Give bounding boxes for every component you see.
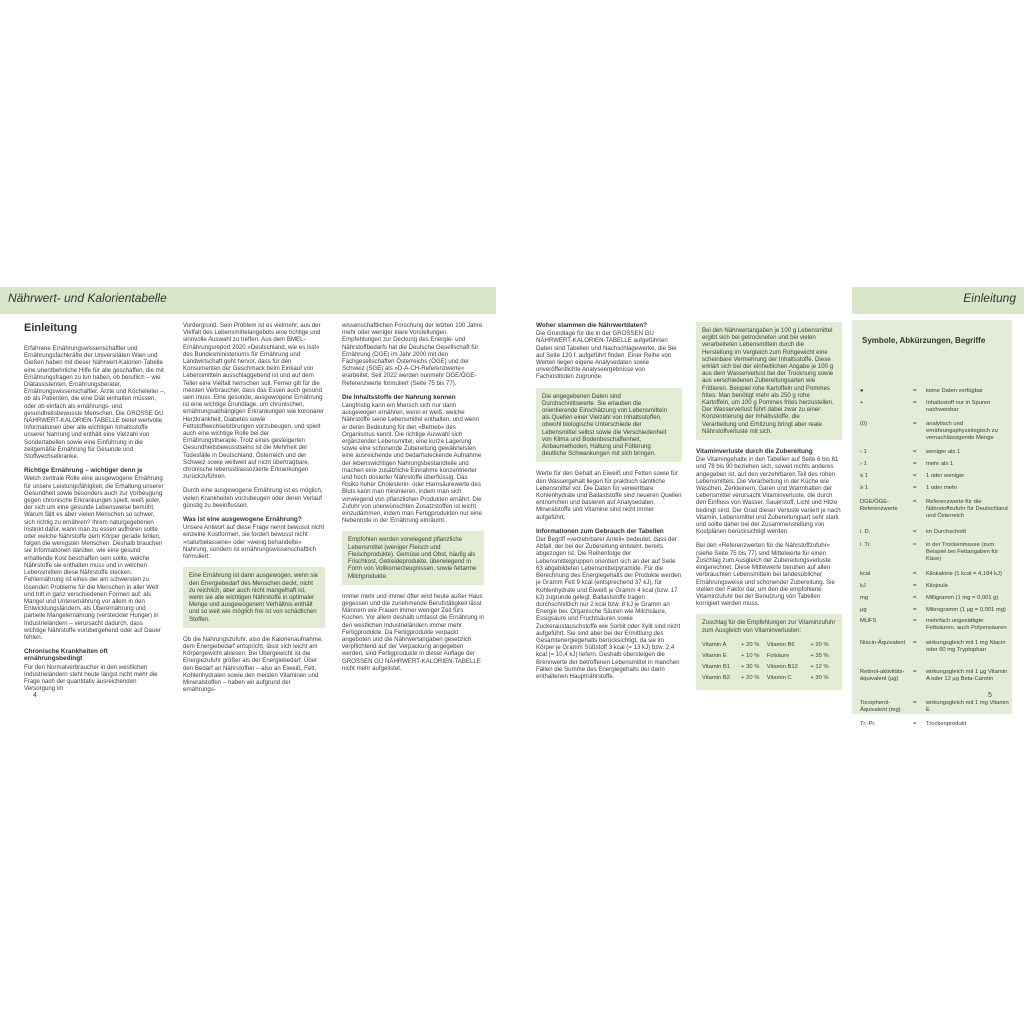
paragraph: Langfristig kann ein Mensch sich nur dann ausgewogen ernähren, wenn er weiß, welche Nährstoffe seine Lebensmittel enthalten, und wenn er deren Bedeutung für den »Betrieb« des Organismus kennt. Die richtige Auswahl sich ergänzender Lebensmittel, eine kurze Lagerung sowie eine schonende Zubereitung gewährleisten eine ausreichende und bedarfsdeckende Aufnahme der lebenswichtigen Nahrungsbestandteile und machen eine zusätzliche Einnahme konzentrierter und hoch dosierter Nährstoffe überflüssig. Das Risiko hoher Cholesterin- oder Harnsäurewerte des Bluts kann man minimieren, indem man sich vorwiegend von pflanzlichen Produkten ernährt. Die Zufuhr von unerwünschten Zusatzstoffen ist leicht einzudämmen, indem man Fertigprodukten nur eine Nebenrolle in der Ernährung einräumt. [342,402,482,525]
text-column-5 [696,322,842,698]
symbol: kcal [860,571,871,577]
highlight-box: Empfohlen werden vorwiegend pflanzliche Lebensmittel (weniger Fleisch und Fleischprodukte). Gemüse und Obst, häufig als Frischkost, Getreideprodukte, überwiegend in Form von Vollkornerzeugnissen, sowie fettarme Milchprodukte. [342,531,484,584]
equals-sign: = [913,473,917,479]
symbol-description: keine Daten verfügbar [926,388,984,394]
paragraph: Ob die Nahrungszufuhr, also die Kalorienaufnahme, dem Energiebedarf entspricht, lässt sich leicht am Körpergewicht ablesen: Bei Übergewicht ist die Energiezufuhr größer als der Energiebedarf. Über den Bedarf an Nährstoffen – also an Eiweiß, Fett, Kohlenhydraten sowie den meisten Vitaminen und Mineralstoffen – haben wir aufgrund der ernährungs- [183,635,323,694]
paragraph: Bei den »Referenzwerten für die Nährstoffzufuhr« (siehe Seite 75 bis 77) sind Mittelwerte für einen Zuschlag zum Ausgleich der Zubereitungsverluste eingerechnet. Diese Mittelwerte beruhen auf allen verbrauchten Lebensmitteln bei landesüblicher Ernährungsweise und schonender Zubereitung. Sie stellen den Faktor dar, um den die empfohlene Vitaminzufuhr bei der Benutzung von Tabellen korrigiert werden muss. [696,542,835,608]
symbol: (0) [860,421,868,427]
symbol-description: wirkungsgleich mit 1 mg Niacin oder 60 mg Tryptophan [926,640,1006,653]
symbol: ● [860,388,864,394]
symbol-description: im Durchschnitt [926,529,966,535]
symbol-description: Milligramm (1 mg = 0,001 g) [926,595,999,601]
text-column-1 [24,322,166,699]
equals-sign: = [913,461,917,467]
equals-sign: = [913,388,917,394]
vitamin-table-cell: + 20 % [741,641,760,648]
symbol: + [860,400,864,406]
symbol-description: wirkungsgleich mit 1 µg Vitamin A oder 12 µg Beta-Carotin [926,669,1008,682]
symbol-description: Kilojoule [926,583,948,589]
vitamin-table-cell: Vitamin E [702,652,727,659]
page-number-left: 4 [33,692,37,699]
symbol-description: Referenzwerte für die Nährstoffzufuhr für Deutschland und Österreich [926,499,1008,519]
symbol-description: Inhaltsstoff nur in Spuren nachweisbar [926,400,991,413]
equals-sign: = [913,583,917,589]
symbol: µg [860,607,867,613]
page-number-right: 5 [988,692,992,699]
symbols-title: Symbole, Abkürzungen, Begriffe [862,336,986,345]
symbol-description: Kilokalorie (1 kcal = 4,184 kJ) [926,571,1002,577]
symbol: Retinol-aktivitäts-äquivalent (µg) [860,669,905,682]
running-title-right: Einleitung [963,291,1016,305]
symbol-description: 1 oder weniger [926,473,965,479]
paragraph: wissenschaftlichen Forschung der letzten 100 Jahre mehr oder weniger klare Vorstellungen. Empfehlungen zur Deckung des Energie- und Nährstoffbedarfs hat die Deutsche Gesellschaft für Ernährung (DGE) im Jahr 2000 mit den Fachgesellschaften Österreichs (ÖGE) und der Schweiz (SGE) als »D-A-CH-Referenzwerte« erarbeitet. Seit 2022 werden nunmehr DGE/ÖGE-Referenzwerte formuliert (Seite 75 bis 77). [342,322,483,387]
equals-sign: = [913,700,917,706]
symbol-description: mehr als 1 [926,461,954,467]
equals-sign: = [913,499,917,505]
equals-sign: = [913,618,917,624]
symbol: › 1 [860,461,867,467]
symbol: ‹ 1 [860,449,867,455]
vitamin-table [702,640,836,685]
paragraph: Werte für den Gehalt an Eiweiß und Fetten sowie für den Wassergehalt liegen für praktisch sämtliche Lebensmittel vor. Die Daten für verwertbare Kohlenhydrate und Ballaststoffe sind neueren Quellen entnommen und basieren auf Analysedaten. Mineralstoffe und Vitamine sind nicht immer aufgeführt. [536,470,682,521]
symbol-description: mehrfach ungesättigte Fettsäuren, auch Polyensäuren [926,618,1007,631]
paragraph: Die Vitamingehalte in den Tabellen auf Seite 6 bis 61 und 78 bis 90 beziehen sich, soweit nichts anderes angegeben ist, auf den verzehrbaren Teil des rohen Lebensmittels. Die Verarbeitung in der Küche wie Waschen, Zerkleinern, Garen und Warmhalten der Lebensmittel verursacht Vitaminverluste, die durch den Einfluss von Wasser, Sauerstoff, Licht und Hitze bedingt sind. Der Grad dieser Verluste variiert je nach Vitamin, Lebensmittel und Zubereitungsart sehr stark und sollte daher bei der Zusammenstellung von Kostplänen berücksichtigt werden. [696,456,841,536]
text-column-2 [183,322,325,700]
subheading: Was ist eine ausgewogene Ernährung? [183,516,302,524]
subheading: Woher stammen die Nährwertdaten? [536,322,648,329]
equals-sign: = [913,485,917,491]
equals-sign: = [913,640,917,646]
vitamin-table-box [696,614,842,689]
paragraph: Vordergrund. Sein Problem ist es vielmehr, aus der Vielfalt des Lebensmittelangebots eine richtige und sinnvolle Auswahl zu treffen. Aus dem BMEL-Ernährungsreport 2020 »Deutschland, wie es isst« des Bundesministeriums für Ernährung und Landwirtschaft geht hervor, dass für den Konsumenten der Geschmack beim Einkauf von Lebensmitteln ausschlaggebend ist und auf dem Teller eine Vielfalt herrschen soll. Ferner gilt für die meisten Verbraucher, dass das Essen auch gesund sein muss. Eine gesunde, ausgewogene Ernährung ist eine wichtige Grundlage, um chronischen, ernährungsabhängigen Erkrankungen wie koronarer Herzkrankheit, Diabetes sowie Fettstoffwechselstörungen vorzubeugen, und spielt auch eine wichtige Rolle bei der Ernährungstherapie. Trotz eines gesteigerten Gesundheitsbewusstseins ist die Mehrheit der Todesfälle in Deutschland, Österreich und der Schweiz sowie weltweit auf nicht übertragbare, chronische lebensstilassoziierte Erkrankungen zurückzuführen. [183,322,324,481]
paragraph: Die Grundlage für die in der GROSSEN GU NÄHRWERT-KALORIEN-TABELLE aufgeführten Daten sind Tabellen und Nachschlagewerke, die Sie auf Seite 120 f. aufgeführt finden. Einer Reihe von Werten liegen eigene Analysedaten sowie unveröffentlichte Analyseergebnisse von Fachinstituten zugrunde. [536,330,677,381]
vitamin-table-cell: Vitamin B2 [702,675,730,682]
symbol-description: Trockenprodukt [926,721,967,727]
vitamin-table-cell: Folsäure [766,652,790,659]
symbol-description: wirkungsgleich mit 1 mg Vitamin E [926,700,1009,713]
paragraph: Immer mehr und immer öfter wird heute außer Haus gegessen und die zunehmende Berufstätigkeit lässt Männern wie Frauen immer weniger Zeit fürs Kochen. Vor allem deshalb umfasst die Ernährung in den westlichen Industrieländern immer mehr Fertigprodukte. Da Fertigprodukte verpackt angeboten und die Nährwertangaben gesetzlich verpflichtend auf der Verpackung angegeben werden, sind Fertigprodukte in dieser Auflage der GROSSEN GU NÄHRWERT-KALORIEN-TABELLE nicht mehr aufgelistet. [342,592,484,672]
paragraph: Der Begriff »verzehrbarer Anteil« bedeutet, dass der Abfall, der bei der Zubereitung entsteht, bereits abgezogen ist. Die Reihenfolge der Lebensmittelgruppen orientiert sich an der auf Seite 63 abgebildeten Lebensmittelpyramide. Für die Berechnung des Energiegehalts der Produkte werden je Gramm Fett 9 kcal (entsprechend 37 kJ), für Kohlenhydrate und Eiweiß je Gramm 4 kcal (bzw. 17 kJ) zugrunde gelegt. Ballaststoffe tragen durchschnittlich nur 2 kcal bzw. 8 kJ je Gramm an Energie bei. Organische Säuren wie Milchsäure, Essigsäure und Fruchtsäuren sowie Zuckeraustauschstoffe wie Sorbit oder Xylit sind nicht aufgeführt. Sie sind aber bei der Ermittlung des Gesamtenergiegehalts berücksichtigt, da sie im Körper je Gramm Süßstoff 3 kcal (= 13 kJ) bzw. 2,4 kcal (= 10,4 kJ) liefern. Deshalb übersteigen die Brennwerte der betroffenen Lebensmittel in manchen Fällen die Summe des Energiegehalts der darin enthaltenen Hauptnährstoffe. [536,536,681,680]
vitamin-table-cell: + 30 % [741,664,760,671]
highlight-box: Die angegebenen Daten sind Durchschnittswerte. Sie erlauben die orientierende Einschätzung von Lebensmitteln als Quellen einer Vielzahl von Inhaltsstoffen, obwohl biologische Unterschiede der Lebensmittel selbst sowie die Verschiedenheit von Klima und Bodenbeschaffenheit, Anbaumethoden, Haltung und Fütterung deutliche Schwankungen mit sich bringen. [536,388,682,463]
vitamin-table-cell: Vitamin B1 [702,664,730,671]
vitamin-table-cell: + 20 % [741,675,760,682]
equals-sign: = [913,607,917,613]
symbol: ≤ 1 [860,473,869,479]
equals-sign: = [913,595,917,601]
vitamin-table-row [702,640,836,651]
header-banner-left [0,287,496,314]
symbol: kJ [860,583,866,589]
paragraph: Erfahrene Ernährungswissenschaftler und Ernährungsfachkräfte der Universitäten Wien und Gießen haben mit dieser Nährwert-Kalorien-Tabelle eine unentbehrliche Hilfe für alle geschaffen, die mit Ernährungsfragen zu tun haben, ob beruflich – wie Diätassistenten, Ernährungsberater, Ernährungswissenschaftler, Ärzte und Köcheleiter –, ob als Patienten, die eine Diät einhalten müssen, oder ob einfach als ernährungs- und gesundheitsbewusste Menschen. Die GROSSE GU NÄHRWERT-KALORIEN-TABELLE bietet wertvolle Informationen über alle wichtigen Inhaltsstoffe unserer Nahrung und enthält eine Vielzahl von Sondertabellen sowie eine Einführung in die zeitgemäße Ernährung für Gesunde und Stoffwechselkranke. [24,345,166,461]
subheading: Vitaminverluste durch die Zubereitung [696,448,813,456]
symbol-description: Mikrogramm (1 µg = 0,001 mg) [926,607,1006,613]
paragraph: Durch eine ausgewogene Ernährung ist es möglich, vielen Krankheiten vorzubeugen oder deren Verlauf günstig zu beeinflussen. [183,487,323,509]
vitamin-table-cell: Vitamin C [766,675,792,682]
symbol-description: 1 oder mehr [926,485,958,491]
vitamin-table-cell: + 12 % [810,664,829,671]
symbol-description: in der Trockenmasse (zum Beispiel bei Fettangaben für Käse) [926,542,999,562]
equals-sign: = [913,449,917,455]
subheading: Chronische Krankheiten oft ernährungsbedingt [24,648,108,663]
equals-sign: = [913,571,917,577]
subheading: Die Inhaltsstoffe der Nahrung kennen [342,393,456,401]
highlight-box: Eine Ernährung ist dann ausgewogen, wenn sie den Energiebedarf des Menschen deckt, nicht zu reichlich, aber auch nicht mangelhaft ist, wenn sie alle wichtigen Nährstoffe in optimaler Menge und ausgewogenem Verhältnis enthält und so weit wie möglich frei ist von schädlichen Stoffen. [183,567,325,627]
running-title-left: Nährwert- und Kalorientabelle [8,291,167,305]
equals-sign: = [913,542,917,548]
highlight-box: Bei den Nährwertangaben je 100 g Lebensmittel ergibt sich bei getrockneten und bei vielen verarbeiteten Lebensmitteln durch die Herstellung im Vergleich zum Rohgewicht eine scheinbare Vermehrung der Inhaltsstoffe. Diese erklärt sich bei der einheitlichen Angabe je 100 g aus dem Wasserverlust bei der Trocknung sowie aus verschiedenen Zubereitungsarten wie Frittieren. Beispiel rohe Kartoffeln und Pommes frites: Man benötigt mehr als 250 g rohe Kartoffeln, um 100 g Pommes frites herzustellen. Der Wasserverlust führt dabei zwar zu einer Konzentrierung der Inhaltsstoffe, die Verarbeitung und Erhitzung bringt aber reale Nährstoffverluste mit sich. [696,322,842,440]
equals-sign: = [913,669,917,675]
equals-sign: = [913,721,917,727]
text-column-4 [536,322,682,687]
text-column-3 [342,322,484,679]
symbol: mg [860,595,869,601]
symbol-description: weniger als 1 [926,449,961,455]
vitamin-table-row [702,662,836,673]
symbol: DGE/ÖGE-Referenzwerte [860,499,898,512]
vitamin-table-cell: + 10 % [741,652,760,659]
symbols-panel [852,320,1012,727]
equals-sign: = [913,421,917,427]
symbol: Niacin-Äquivalent [860,640,906,646]
symbol: Tocopherol-Äquivalent (mg) [860,700,901,713]
paragraph: Für den Normalverbraucher in den westlichen Industrieländern steht heute längst nicht mehr die Frage nach der quantitativ ausreichenden Versorgung im [24,663,158,693]
vitamin-table-title: Zuschlag für die Empfehlungen zur Vitaminzufuhr zum Ausgleich von Vitaminverlusten: [702,619,836,634]
header-banner-right [852,287,1024,314]
symbol: i. D. [860,529,871,535]
symbol-description: analytisch und ernährungsphysiologisch zu vernachlässigende Menge [926,421,998,441]
section-heading-einleitung: Einleitung [24,322,78,334]
vitamin-table-cell: Vitamin B12 [766,664,798,671]
symbol: MUFS [860,618,877,624]
vitamin-table-cell: + 30 % [810,675,829,682]
equals-sign: = [913,400,917,406]
vitamin-table-cell: Vitamin A [702,641,727,648]
vitamin-table-row [702,651,836,662]
symbol: Tr.-Pr. [860,721,876,727]
vitamin-table-cell: + 35 % [810,652,829,659]
paragraph: Unsere Antwort auf diese Frage nennt bewusst nicht einzelne Kostformen, sie fordert bewusst nicht »naturbelassene« oder »wenig behandelte« Nahrung, sondern ist ernährungswissenschaftlich formuliert: [183,524,325,561]
symbol: ≥ 1 [860,485,869,491]
vitamin-table-cell: Vitamin B6 [766,641,795,648]
vitamin-table-row [702,673,836,684]
equals-sign: = [913,529,917,535]
vitamin-table-cell: + 20 % [810,641,829,648]
paragraph: Welch zentrale Rolle eine ausgewogene Ernährung für unsere Leistungsfähigkeit, die Erhaltung unserer Gesundheit sowie besonders auch zur Vorbeugung gegen chronische Erkrankungen spielt, weiß jeder, der sich um eine gesunde Lebensweise bemüht. Warum fällt es aber vielen Menschen so schwer, sich richtig zu ernähren? Ihrem naturgegebenen Instinkt dafür, wann man zu essen aufhören sollte oder welche Nährstoffe dem Körper gerade fehlen, folgen die wenigsten Menschen. Deshalb brauchen sie Informationen darüber, wie eine gesund erhaltende Kost beschaffen sein sollte, welche Nährstoffe sie enthalten muss und in welchen Lebensmitteln diese Nährstoffe stecken. Fehlernährung ist eines der am schwersten zu lösenden Probleme für die Menschen in aller Welt und tritt in ganz verschiedenen Formen auf: als Mangel und Unterernährung vor allem in den Entwicklungsländern, als Überernährung und partielle Mangelernährung (versteckter Hunger) in Industrieländern – verursacht dadurch, dass wichtige Nährstoffe vorübergehend oder auf Dauer fehlen. [24,475,164,641]
symbol: i. Tr. [860,542,871,548]
subheading: Richtige Ernährung – wichtiger denn je [24,467,143,475]
subheading: Informationen zum Gebrauch der Tabellen [536,527,664,535]
